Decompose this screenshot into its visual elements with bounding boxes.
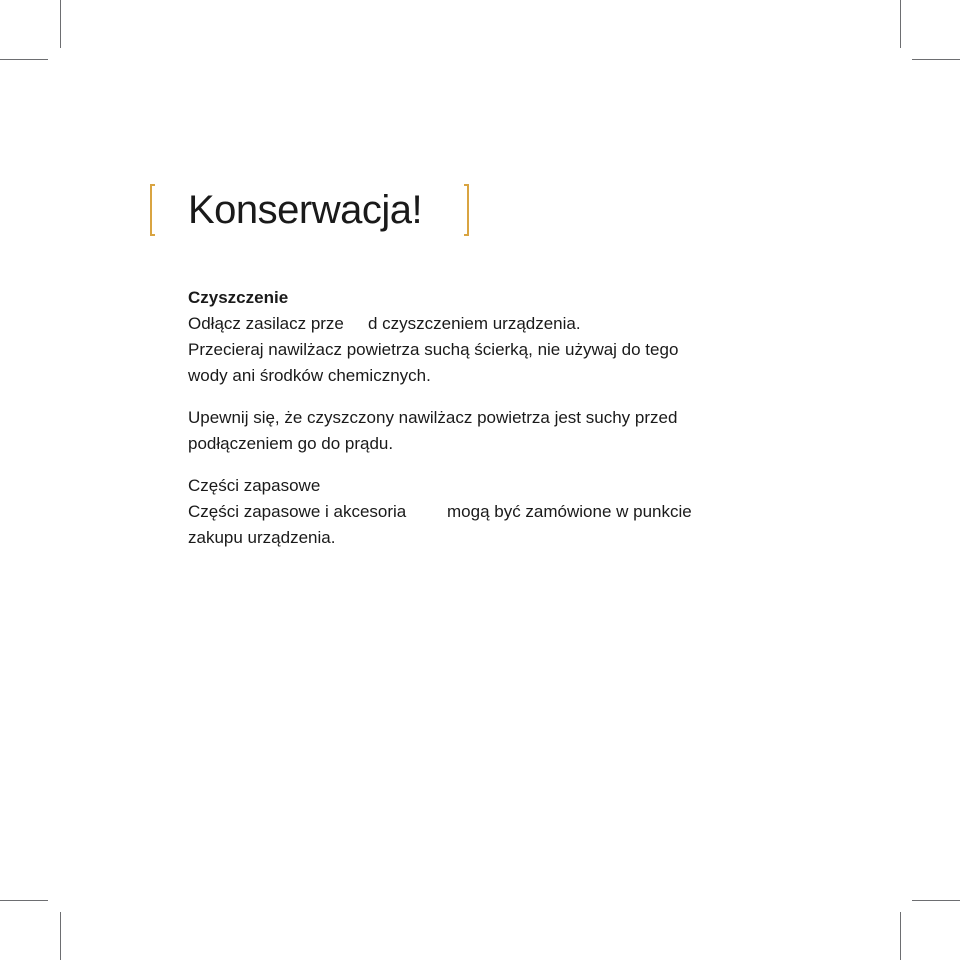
parts-line-1-part-b: mogą być zamówione w punkcie <box>447 502 692 521</box>
cleaning-line-1-part-b: d czyszczeniem urządzenia. <box>368 314 581 333</box>
crop-mark-bottom-right-vertical <box>900 912 901 960</box>
title-bracket-left <box>150 184 155 236</box>
crop-mark-top-right-horizontal <box>912 59 960 60</box>
page-title: Konserwacja! <box>188 188 423 232</box>
cleaning-line-1 <box>188 311 748 337</box>
title-bracket-right <box>464 184 469 236</box>
cleaning-line-4: Upewnij się, że czyszczony nawilżacz powietrza jest suchy przed <box>188 408 678 427</box>
crop-mark-bottom-left-vertical <box>60 912 61 960</box>
crop-mark-top-left-vertical <box>60 0 61 48</box>
cleaning-line-5: podłączeniem go do prądu. <box>188 434 394 453</box>
cleaning-line-3: wody ani środków chemicznych. <box>188 366 431 385</box>
spacer <box>188 389 748 405</box>
cleaning-line-1-part-a: Odłącz zasilacz prze <box>188 314 344 333</box>
spacer <box>188 457 748 473</box>
parts-line-2: zakupu urządzenia. <box>188 528 336 547</box>
parts-line-1-part-a: Części zapasowe i akcesoria <box>188 502 407 521</box>
maintenance-content <box>188 285 748 551</box>
parts-line-1 <box>188 499 748 525</box>
crop-mark-bottom-left-horizontal <box>0 900 48 901</box>
crop-mark-top-left-horizontal <box>0 59 48 60</box>
cleaning-heading: Czyszczenie <box>188 288 289 307</box>
parts-heading: Części zapasowe <box>188 476 321 495</box>
cleaning-line-2: Przecieraj nawilżacz powietrza suchą ścierką, nie używaj do tego <box>188 340 679 359</box>
crop-mark-bottom-right-horizontal <box>912 900 960 901</box>
crop-mark-top-right-vertical <box>900 0 901 48</box>
